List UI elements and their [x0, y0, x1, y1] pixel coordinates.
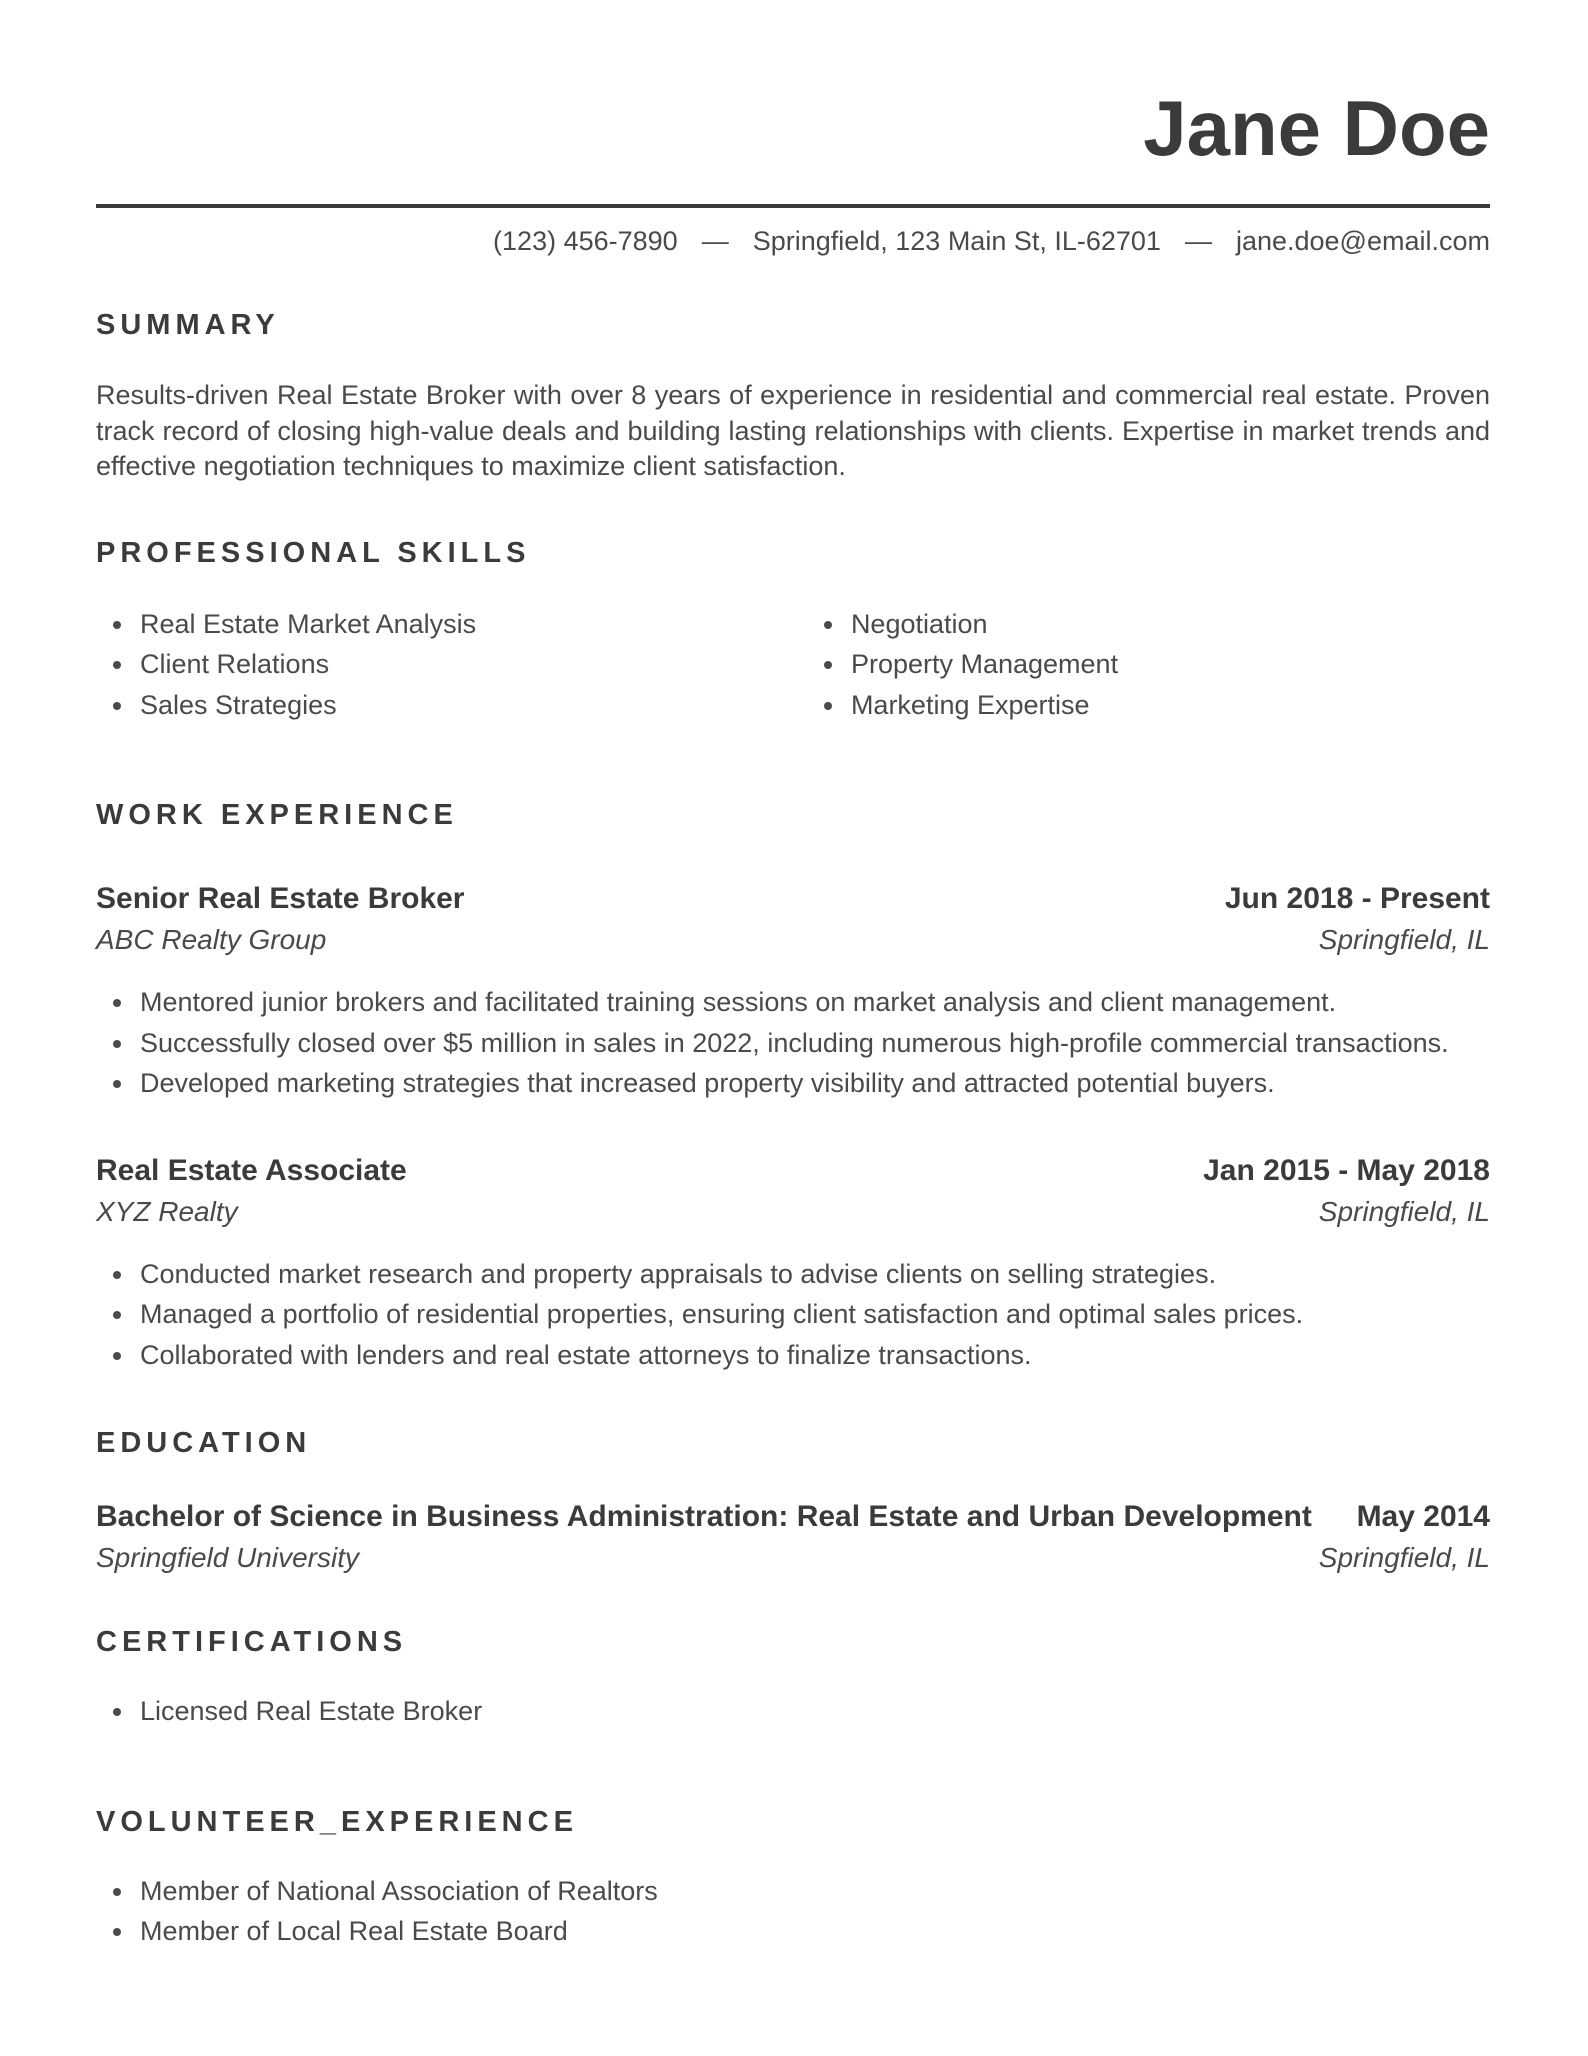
skill-item: • Sales Strategies: [136, 685, 807, 726]
job-entry: [96, 882, 1490, 1104]
skills-right-list: [807, 604, 1490, 726]
education-dates: May 2014: [1356, 1500, 1490, 1534]
education-entry: [96, 1500, 1490, 1574]
job-subheader-row: [96, 1196, 1490, 1228]
job-header-row: [96, 1154, 1490, 1188]
summary-text: Results-driven Real Estate Broker with over 8 years of experience in residential and commercial real estate. Proven track record of closing high-value deals and building lasting relationships with clients. Expertise in market trends and effective negotiation techniques to maximize client satisfaction.: [96, 379, 1490, 482]
contact-address: Springfield, 123 Main St, IL-62701: [752, 225, 1161, 256]
volunteer-item: • Member of Local Real Estate Board: [136, 1911, 1490, 1952]
job-bullet: • Collaborated with lenders and real estate attorneys to finalize transactions.: [136, 1335, 1490, 1376]
job-bullet: • Successfully closed over $5 million in sales in 2022, including numerous high-profile commercial transactions.: [136, 1023, 1490, 1064]
header-divider: [96, 204, 1490, 208]
job-dates: Jan 2015 - May 2018: [1203, 1153, 1490, 1187]
job-dates: Jun 2018 - Present: [1224, 882, 1490, 916]
job-bullet-list: [96, 1254, 1490, 1376]
volunteer-item: • Member of National Association of Realtors: [136, 1871, 1490, 1912]
education-section-title: EDUCATION: [96, 1427, 312, 1460]
job-bullet: • Conducted market research and property appraisals to advise clients on selling strategies.: [136, 1254, 1490, 1295]
job-subheader-row: [96, 924, 1490, 956]
education-location: Springfield, IL: [1318, 1542, 1490, 1574]
skills-section-title: PROFESSIONAL SKILLS: [96, 536, 531, 569]
summary-section-title: SUMMARY: [96, 308, 280, 341]
job-bullet: • Mentored junior brokers and facilitated training sessions on market analysis and client management.: [136, 982, 1490, 1023]
contact-email: jane.doe@email.com: [1235, 225, 1490, 256]
contact-separator-dash: —: [701, 225, 729, 256]
job-company: ABC Realty Group: [96, 924, 327, 956]
section-professional-skills: [96, 537, 1490, 726]
job-company: XYZ Realty: [96, 1195, 238, 1227]
person-name: Jane Doe: [1143, 84, 1490, 172]
section-work-experience: [96, 799, 1490, 1375]
job-role: Senior Real Estate Broker: [96, 882, 465, 916]
job-entry: [96, 1154, 1490, 1376]
job-bullet: • Developed marketing strategies that increased property visibility and attracted potential buyers.: [136, 1063, 1490, 1104]
job-bullet-list: [96, 982, 1490, 1104]
skill-item: • Property Management: [847, 644, 1490, 685]
certifications-section-title: CERTIFICATIONS: [96, 1626, 408, 1659]
education-school: Springfield University: [96, 1542, 359, 1574]
skill-item: • Real Estate Market Analysis: [136, 604, 807, 645]
section-education: [96, 1427, 1490, 1574]
skill-item: • Negotiation: [847, 604, 1490, 645]
education-subheader-row: [96, 1542, 1490, 1574]
section-certifications: [96, 1626, 1490, 1732]
certifications-list: [96, 1691, 1490, 1732]
volunteer-list: [96, 1871, 1490, 1952]
resume-header: [96, 84, 1490, 257]
job-header-row: [96, 882, 1490, 916]
skills-left-list: [96, 604, 807, 726]
education-degree: Bachelor of Science in Business Administration: Real Estate and Urban Development: [96, 1500, 1312, 1534]
volunteer-section-title: VOLUNTEER_EXPERIENCE: [96, 1805, 578, 1838]
skills-columns: [96, 570, 1490, 726]
contact-phone: (123) 456-7890: [493, 225, 678, 256]
job-role: Real Estate Associate: [96, 1153, 407, 1187]
job-bullet: • Managed a portfolio of residential properties, ensuring client satisfaction and optimal sales prices.: [136, 1294, 1490, 1335]
work-section-title: WORK EXPERIENCE: [96, 799, 458, 832]
certification-item: • Licensed Real Estate Broker: [136, 1691, 1490, 1732]
job-location: Springfield, IL: [1318, 924, 1490, 956]
section-summary: [96, 309, 1490, 485]
section-volunteer-experience: [96, 1806, 1490, 1952]
contact-separator-dash: —: [1184, 225, 1212, 256]
skill-item: • Client Relations: [136, 644, 807, 685]
education-header-row: [96, 1500, 1490, 1534]
contact-line: [96, 226, 1490, 257]
job-location: Springfield, IL: [1318, 1195, 1490, 1227]
skill-item: • Marketing Expertise: [847, 685, 1490, 726]
